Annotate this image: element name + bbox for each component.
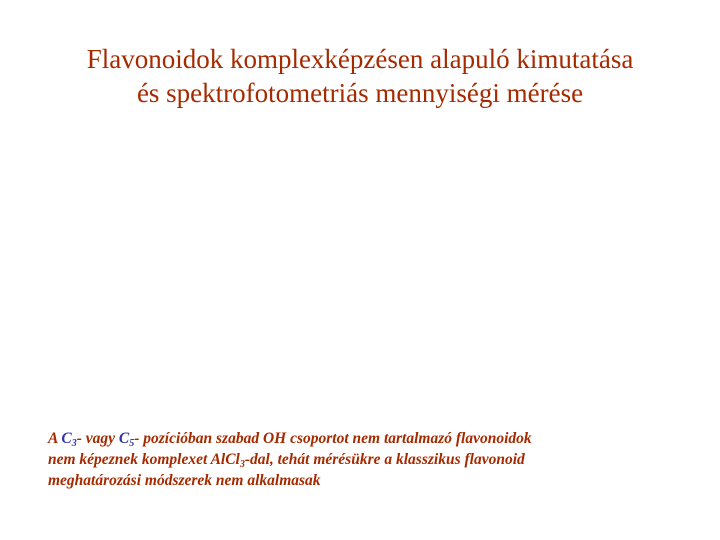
body-text-segment: -dal, tehát mérésükre a klasszikus flavonoid: [244, 451, 525, 468]
c5-letter: C: [118, 430, 130, 447]
c5-position-label: [119, 430, 134, 447]
body-text-segment: nem képeznek komplexet AlCl: [48, 451, 240, 468]
title-line-2: és spektrofotometriás mennyiségi mérése: [136, 78, 584, 108]
body-text-segment: - pozícióban szabad OH csoportot nem tartalmazó flavonoidok: [134, 430, 532, 447]
slide-title: [20, 42, 700, 110]
body-text-segment: A: [48, 430, 62, 447]
body-line-1: [48, 428, 688, 449]
c3-position-label: [61, 430, 76, 447]
body-line-3: meghatározási módszerek nem alkalmasak: [48, 472, 321, 489]
body-text-segment: - vagy: [76, 430, 119, 447]
c3-subscript: 3: [71, 438, 77, 449]
alcl3-subscript: 3: [239, 459, 245, 470]
c5-subscript: 5: [129, 438, 135, 449]
slide-body-text: [48, 428, 688, 491]
title-line-1: Flavonoidok komplexképzésen alapuló kimutatása: [86, 44, 634, 74]
body-line-2: [48, 449, 688, 470]
c3-letter: C: [61, 430, 72, 447]
